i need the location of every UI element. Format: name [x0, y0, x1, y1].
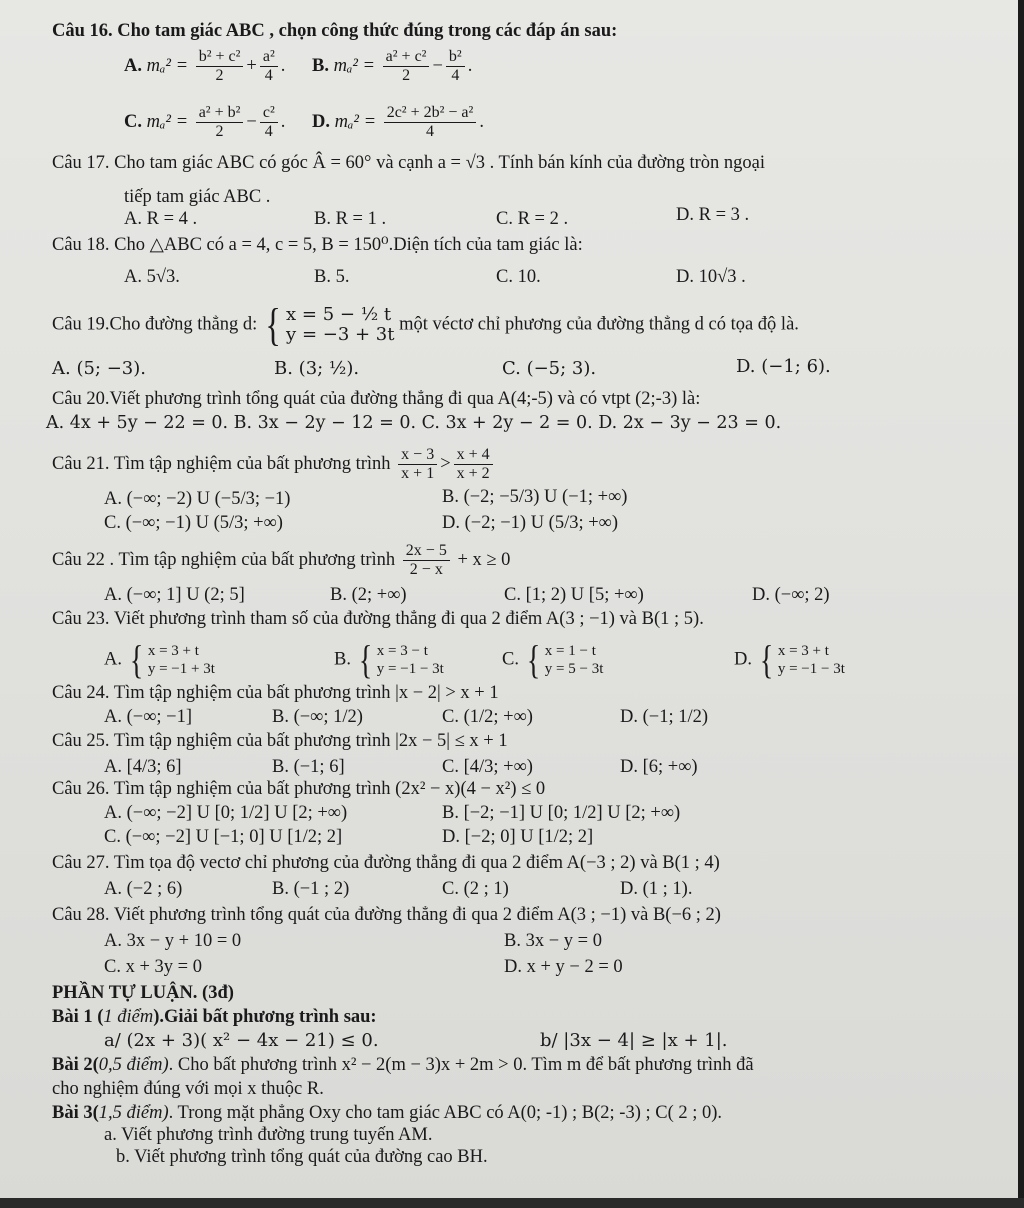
- q28-option-c: C. x + 3y = 0: [104, 957, 202, 977]
- q21-option-a: A. (−∞; −2) U (−5/3; −1): [104, 489, 291, 509]
- q16-option-b: B. mₐ² = $\frac{\text{a² + c²}}{2}$ − $\frac{\text{b²}}{4}$ .: [312, 48, 473, 84]
- q16-option-d: D. mₐ² = $\frac{\text{2c² + 2b² − a²}}{4}$ .: [312, 104, 484, 140]
- q26-option-b: B. [−2; −1] U [0; 1/2] U [2; +∞): [442, 803, 681, 823]
- q24-option-d: D. (−1; 1/2): [620, 707, 709, 727]
- essay-bai3-a: a. Viết phương trình đường trung tuyến AM.: [104, 1125, 433, 1145]
- q28-option-b: B. 3x − y = 0: [504, 931, 602, 951]
- q17-option-d: D. R = 3 .: [676, 205, 750, 225]
- essay-bai1-b: b/ |3x − 4| ≥ |x + 1|.: [540, 1030, 728, 1051]
- q24-stem: Câu 24. Tìm tập nghiệm của bất phương trình |x − 2| > x + 1: [52, 683, 499, 703]
- q18-option-b: B. 5.: [314, 267, 350, 287]
- q17-stem: Câu 17. Cho tam giác ABC có góc Â = 60° và cạnh a = √3 . Tính bán kính của đường tròn ngoại: [52, 153, 765, 173]
- q25-stem: Câu 25. Tìm tập nghiệm của bất phương trình |2x − 5| ≤ x + 1: [52, 731, 508, 751]
- q27-option-c: C. (2 ; 1): [442, 879, 509, 899]
- q21-option-d: D. (−2; −1) U (5/3; +∞): [442, 513, 619, 533]
- q26-option-d: D. [−2; 0] U [1/2; 2]: [442, 827, 594, 847]
- q22-option-c: C. [1; 2) U [5; +∞): [504, 585, 644, 605]
- q19-option-d: D. (−1; 6).: [736, 356, 831, 377]
- q22-option-b: B. (2; +∞): [330, 585, 407, 605]
- q16-option-a: A. mₐ² = $\frac{\text{b² + c²}}{2}$ + $\frac{\text{a²}}{4}$ .: [124, 48, 286, 84]
- q27-stem: Câu 27. Tìm tọa độ vectơ chỉ phương của đường thẳng đi qua 2 điểm A(−3 ; 2) và B(1 ; 4): [52, 853, 720, 873]
- q26-option-a: A. (−∞; −2] U [0; 1/2] U [2; +∞): [104, 803, 348, 823]
- q21-option-c: C. (−∞; −1) U (5/3; +∞): [104, 513, 283, 533]
- q18-option-a: A. 5√3.: [124, 267, 180, 287]
- q17-stem-2: tiếp tam giác ABC .: [124, 187, 271, 207]
- q26-option-c: C. (−∞; −2] U [−1; 0] U [1/2; 2]: [104, 827, 343, 847]
- q19-option-b: B. (3; ½).: [274, 358, 360, 379]
- q28-stem: Câu 28. Viết phương trình tổng quát của đường thẳng đi qua 2 điểm A(3 ; −1) và B(−6 ; 2): [52, 905, 721, 925]
- q23-stem: Câu 23. Viết phương trình tham số của đường thẳng đi qua 2 điểm A(3 ; −1) và B(1 ; 5).: [52, 609, 704, 629]
- q19-system: { x = 5 − ½ t y = −3 + 3t: [265, 299, 395, 350]
- q22-stem: Câu 22 . Tìm tập nghiệm của bất phương trình $\frac{2x - 5}{2 - x}$ + x ≥ 0: [52, 542, 511, 578]
- q18-stem: Câu 18. Cho △ABC có a = 4, c = 5, B = 150⁰.Diện tích của tam giác là:: [52, 235, 583, 255]
- q21-stem: Câu 21. Tìm tập nghiệm của bất phương trình $\frac{x - 3}{x + 1}$ > $\frac{x + 4}{x + 2}$: [52, 446, 496, 483]
- q17-option-b: B. R = 1 .: [314, 209, 387, 229]
- essay-bai1-a: a/ (2x + 3)( x² − 4x − 21) ≤ 0.: [104, 1030, 379, 1051]
- q19-option-c: C. (−5; 3).: [502, 358, 597, 379]
- q21-option-b: B. (−2; −5/3) U (−1; +∞): [442, 487, 628, 507]
- q27-option-d: D. (1 ; 1).: [620, 879, 693, 899]
- bottom-dark-edge: [0, 1198, 1024, 1208]
- q20-options: A. 4x + 5y − 22 = 0. B. 3x − 2y − 12 = 0. C. 3x + 2y − 2 = 0. D. 2x − 3y − 23 = 0.: [46, 413, 782, 433]
- essay-bai1: Bài 1 (1 điểm).Giải bất phương trình sau:: [52, 1007, 377, 1027]
- right-dark-edge: [1018, 0, 1024, 1208]
- q22-option-a: A. (−∞; 1] U (2; 5]: [104, 585, 245, 605]
- q18-option-c: C. 10.: [496, 267, 541, 287]
- q28-option-a: A. 3x − y + 10 = 0: [104, 931, 242, 951]
- q25-option-c: C. [4/3; +∞): [442, 757, 533, 777]
- q24-option-c: C. (1/2; +∞): [442, 707, 533, 727]
- essay-bai3: Bài 3(1,5 điểm). Trong mặt phẳng Oxy cho tam giác ABC có A(0; -1) ; B(2; -3) ; C( 2 ; 0).: [52, 1103, 723, 1123]
- essay-bai3-b: b. Viết phương trình tổng quát của đường cao BH.: [116, 1147, 488, 1167]
- q25-option-a: A. [4/3; 6]: [104, 757, 182, 777]
- q23-option-d: D. { x = 3 + t y = −1 − 3t: [734, 637, 845, 682]
- essay-bai2-line2: cho nghiệm đúng với mọi x thuộc R.: [52, 1079, 324, 1099]
- essay-bai2: Bài 2(0,5 điểm). Cho bất phương trình x² − 2(m − 3)x + 2m > 0. Tìm m để bất phương trình đã: [52, 1055, 754, 1075]
- q18-option-d: D. 10√3 .: [676, 267, 746, 287]
- essay-heading: PHẦN TỰ LUẬN. (3đ): [52, 983, 234, 1003]
- q28-option-d: D. x + y − 2 = 0: [504, 957, 623, 977]
- q20-stem: Câu 20.Viết phương trình tổng quát của đường thẳng đi qua A(4;-5) và có vtpt (2;-3) là:: [52, 389, 701, 409]
- q23-option-c: C. { x = 1 − t y = 5 − 3t: [502, 637, 604, 682]
- q19-option-a: A. (5; −3).: [52, 358, 146, 379]
- q24-option-a: A. (−∞; −1]: [104, 707, 193, 727]
- q19-stem: Câu 19.Cho đường thẳng d: { x = 5 − ½ t y = −3 + 3t một véctơ chỉ phương của đường thẳng d có tọa độ là.: [52, 299, 799, 350]
- q25-option-b: B. (−1; 6]: [272, 757, 345, 777]
- q24-option-b: B. (−∞; 1/2): [272, 707, 363, 727]
- q17-option-c: C. R = 2 .: [496, 209, 569, 229]
- q27-option-a: A. (−2 ; 6): [104, 879, 183, 899]
- q25-option-d: D. [6; +∞): [620, 757, 698, 777]
- q16-stem: Câu 16. Cho tam giác ABC , chọn công thức đúng trong các đáp án sau:: [52, 21, 618, 41]
- q26-stem: Câu 26. Tìm tập nghiệm của bất phương trình (2x² − x)(4 − x²) ≤ 0: [52, 779, 546, 799]
- q17-option-a: A. R = 4 .: [124, 209, 198, 229]
- q23-option-a: A. { x = 3 + t y = −1 + 3t: [104, 637, 215, 682]
- q16-option-c: C. mₐ² = $\frac{\text{a² + b²}}{2}$ − $\frac{\text{c²}}{4}$ .: [124, 104, 286, 140]
- q23-option-b: B. { x = 3 − t y = −1 − 3t: [334, 637, 444, 682]
- q22-option-d: D. (−∞; 2): [752, 585, 830, 605]
- q27-option-b: B. (−1 ; 2): [272, 879, 350, 899]
